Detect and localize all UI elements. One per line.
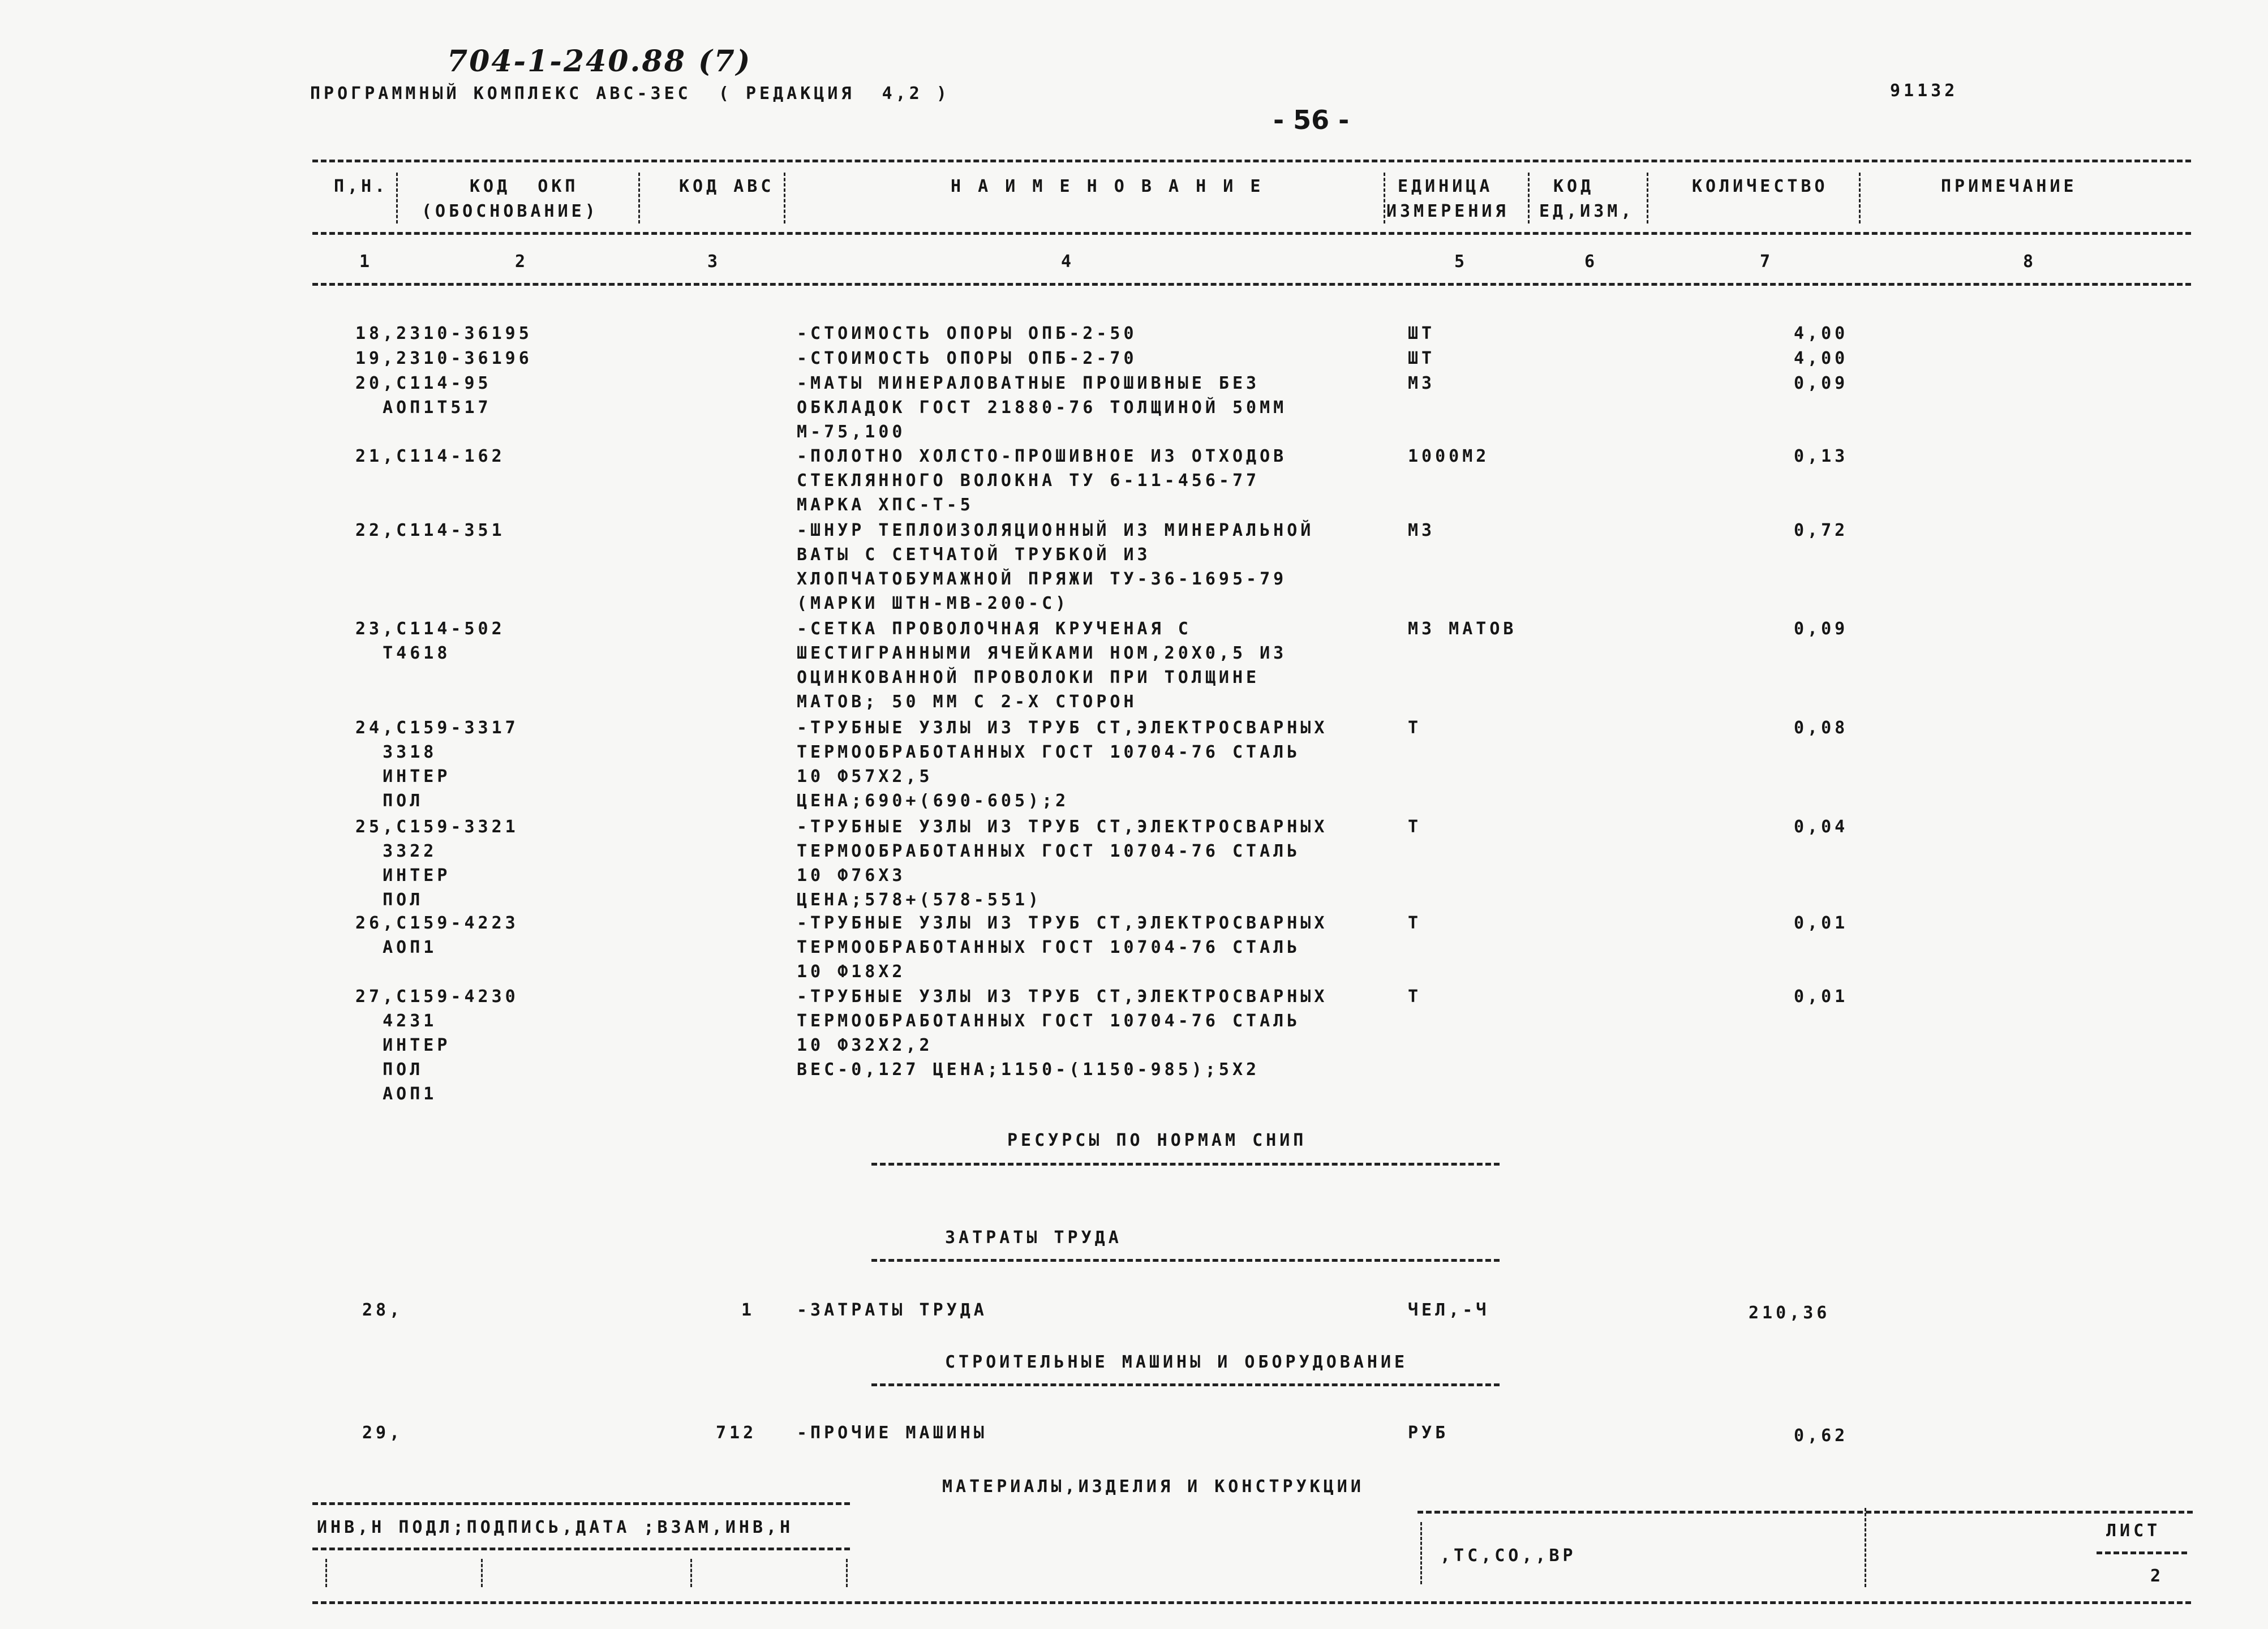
- row-name: -ТРУБНЫЕ УЗЛЫ ИЗ ТРУБ СТ,ЭЛЕКТРОСВАРНЫХ ТЕРМООБРАБОТАННЫХ ГОСТ 10704-76 СТАЛЬ 10 Ф76Х3 ЦЕНА;578+(578-551): [797, 817, 1328, 910]
- col-number: 6: [1584, 252, 1599, 272]
- row-unit: ШТ: [1408, 349, 1436, 368]
- row-qty: 0,09: [1794, 619, 1849, 639]
- col-separator: [1528, 173, 1530, 223]
- machine-row-unit: РУБ: [1408, 1423, 1449, 1443]
- row-name: -СТОИМОСТЬ ОПОРЫ ОПБ-2-70: [797, 349, 1137, 368]
- row-name: -ТРУБНЫЕ УЗЛЫ ИЗ ТРУБ СТ,ЭЛЕКТРОСВАРНЫХ ТЕРМООБРАБОТАННЫХ ГОСТ 10704-76 СТАЛЬ 10 Ф18Х2: [797, 913, 1328, 982]
- section-underline: [871, 1259, 1500, 1262]
- header-mid-rule: [312, 232, 2191, 235]
- col3-header: КОД АВС: [679, 177, 775, 196]
- row-qty: 0,72: [1794, 521, 1849, 540]
- col7-header: КОЛИЧЕСТВО: [1692, 177, 1828, 196]
- row-code: 20,С114-95 АОП1Т517: [355, 373, 492, 418]
- stamp-top-rule: [312, 1502, 850, 1505]
- row-unit: 1000М2: [1408, 446, 1490, 466]
- col6-subheader: ЕД,ИЗМ,: [1539, 201, 1635, 221]
- row-unit: Т: [1408, 718, 1422, 738]
- title-block-separator: [1865, 1508, 1866, 1587]
- program-title: ПРОГРАММНЫЙ КОМПЛЕКС АВС-ЗЕС ( РЕДАКЦИЯ 4,2 ): [310, 84, 950, 104]
- stamp-header: ИНВ,Н ПОДЛ;ПОДПИСЬ,ДАТА ;ВЗАМ,ИНВ,Н: [317, 1518, 794, 1537]
- row-qty: 0,04: [1794, 817, 1849, 837]
- section-labor: ЗАТРАТЫ ТРУДА: [945, 1228, 1122, 1248]
- section-resources: РЕСУРСЫ ПО НОРМАМ СНИП: [1007, 1131, 1307, 1150]
- row-unit: Т: [1408, 987, 1422, 1007]
- labor-row-name: -ЗАТРАТЫ ТРУДА: [797, 1300, 987, 1320]
- col-number: 2: [515, 252, 529, 272]
- row-unit: М3: [1408, 373, 1436, 393]
- col6-header: КОД: [1553, 177, 1595, 196]
- row-unit: М3: [1408, 521, 1436, 540]
- header-top-rule: [312, 160, 2191, 162]
- stamp-separator: [690, 1559, 692, 1587]
- sheet-number: 2: [2150, 1566, 2164, 1586]
- stamp-separator: [481, 1559, 483, 1587]
- footer-bottom-rule: [312, 1601, 2191, 1604]
- row-code: 19,2310-36196: [355, 349, 532, 368]
- stamp-separator: [325, 1559, 327, 1587]
- col-number: 1: [359, 252, 373, 272]
- row-name: -СЕТКА ПРОВОЛОЧНАЯ КРУЧЕНАЯ С ШЕСТИГРАННЫМИ ЯЧЕЙКАМИ НОМ,20Х0,5 ИЗ ОЦИНКОВАННОЙ ПРОВОЛОКИ ПРИ ТОЛЩИНЕ МАТОВ; 50 ММ С 2-Х СТОРОН: [797, 619, 1287, 712]
- machine-row-abc: 712: [716, 1423, 757, 1443]
- row-name: -ТРУБНЫЕ УЗЛЫ ИЗ ТРУБ СТ,ЭЛЕКТРОСВАРНЫХ ТЕРМООБРАБОТАННЫХ ГОСТ 10704-76 СТАЛЬ 10 Ф57Х2,5 ЦЕНА;690+(690-605);2: [797, 718, 1328, 811]
- col2-subheader: (ОБОСНОВАНИЕ): [422, 201, 599, 221]
- col4-header: Н А И М Е Н О В А Н И Е: [951, 177, 1264, 196]
- row-name: -ПОЛОТНО ХОЛСТО-ПРОШИВНОЕ ИЗ ОТХОДОВ СТЕКЛЯННОГО ВОЛОКНА ТУ 6-11-456-77 МАРКА ХПС-Т-5: [797, 446, 1287, 515]
- col-separator: [784, 173, 785, 223]
- row-name: -ТРУБНЫЕ УЗЛЫ ИЗ ТРУБ СТ,ЭЛЕКТРОСВАРНЫХ ТЕРМООБРАБОТАННЫХ ГОСТ 10704-76 СТАЛЬ 10 Ф32Х2,2 ВЕС-0,127 ЦЕНА;1150-(1150-985);5Х2: [797, 987, 1328, 1080]
- row-name: -СТОИМОСТЬ ОПОРЫ ОПБ-2-50: [797, 324, 1137, 343]
- section-underline: [871, 1383, 1500, 1386]
- row-name: -ШНУР ТЕПЛОИЗОЛЯЦИОННЫЙ ИЗ МИНЕРАЛЬНОЙ ВАТЫ С СЕТЧАТОЙ ТРУБКОЙ ИЗ ХЛОПЧАТОБУМАЖНОЙ ПРЯЖИ ТУ-36-1695-79 (МАРКИ ШТН-МВ-200-С): [797, 521, 1315, 613]
- page-number: - 56 -: [1273, 105, 1350, 135]
- col2-header: КОД ОКП: [470, 177, 579, 196]
- col8-header: ПРИМЕЧАНИЕ: [1941, 177, 2077, 196]
- col-number: 5: [1454, 252, 1468, 272]
- row-qty: 0,09: [1794, 373, 1849, 393]
- col-separator: [1859, 173, 1861, 223]
- row-unit: Т: [1408, 913, 1422, 933]
- col1-header: П,Н.: [334, 177, 389, 196]
- machine-row-name: -ПРОЧИЕ МАШИНЫ: [797, 1423, 987, 1443]
- row-qty: 0,01: [1794, 913, 1849, 933]
- section-underline: [871, 1163, 1500, 1166]
- row-qty: 4,00: [1794, 324, 1849, 343]
- col-number: 3: [707, 252, 721, 272]
- row-code: 18,2310-36195: [355, 324, 532, 343]
- col-separator: [1647, 173, 1648, 223]
- row-qty: 4,00: [1794, 349, 1849, 368]
- section-materials: МАТЕРИАЛЫ,ИЗДЕЛИЯ И КОНСТРУКЦИИ: [942, 1477, 1364, 1497]
- header-bottom-rule: [312, 283, 2191, 286]
- machine-row-number: 29,: [362, 1423, 403, 1443]
- title-block-separator: [1420, 1522, 1422, 1584]
- row-code: 26,С159-4223 АОП1: [355, 913, 519, 957]
- row-unit: Т: [1408, 817, 1422, 837]
- col-number: 7: [1760, 252, 1774, 272]
- col-number: 4: [1061, 252, 1075, 272]
- title-block-code: ,ТС,СО,,ВР: [1440, 1546, 1577, 1566]
- row-code: 24,С159-3317 3318 ИНТЕР ПОЛ: [355, 718, 519, 811]
- document-code: 704-1-240.88 (7): [447, 44, 752, 79]
- sheet-label: ЛИСТ: [2106, 1521, 2161, 1541]
- row-code: 22,С114-351: [355, 521, 505, 540]
- col-separator: [1384, 173, 1385, 223]
- labor-row-qty: 210,36: [1749, 1303, 1831, 1323]
- title-block-top-rule: [1418, 1511, 2193, 1514]
- stamp-mid-rule: [312, 1548, 850, 1550]
- row-code: 27,С159-4230 4231 ИНТЕР ПОЛ АОП1: [355, 987, 519, 1104]
- row-code: 21,С114-162: [355, 446, 505, 466]
- labor-row-unit: ЧЕЛ,-Ч: [1408, 1300, 1490, 1320]
- row-qty: 0,13: [1794, 446, 1849, 466]
- section-machines: СТРОИТЕЛЬНЫЕ МАШИНЫ И ОБОРУДОВАНИЕ: [945, 1352, 1408, 1372]
- row-qty: 0,01: [1794, 987, 1849, 1007]
- col-separator: [638, 173, 640, 223]
- col5-subheader: ИЗМЕРЕНИЯ: [1386, 201, 1509, 221]
- row-name: -МАТЫ МИНЕРАЛОВАТНЫЕ ПРОШИВНЫЕ БЕЗ ОБКЛАДОК ГОСТ 21880-76 ТОЛЩИНОЙ 50ММ М-75,100: [797, 373, 1287, 442]
- stamp-separator: [846, 1559, 848, 1587]
- col5-header: ЕДИНИЦА: [1398, 177, 1493, 196]
- labor-row-abc: 1: [741, 1300, 755, 1320]
- col-number: 8: [2023, 252, 2037, 272]
- row-code: 25,С159-3321 3322 ИНТЕР ПОЛ: [355, 817, 519, 910]
- col-separator: [396, 173, 398, 223]
- row-unit: ШТ: [1408, 324, 1436, 343]
- machine-row-qty: 0,62: [1794, 1426, 1849, 1446]
- row-unit: М3 МАТОВ: [1408, 619, 1517, 639]
- row-code: 23,С114-502 Т4618: [355, 619, 505, 663]
- labor-row-number: 28,: [362, 1300, 403, 1320]
- row-qty: 0,08: [1794, 718, 1849, 738]
- sheet-box-rule: [2097, 1551, 2187, 1554]
- sheet-code: 91132: [1890, 81, 1958, 101]
